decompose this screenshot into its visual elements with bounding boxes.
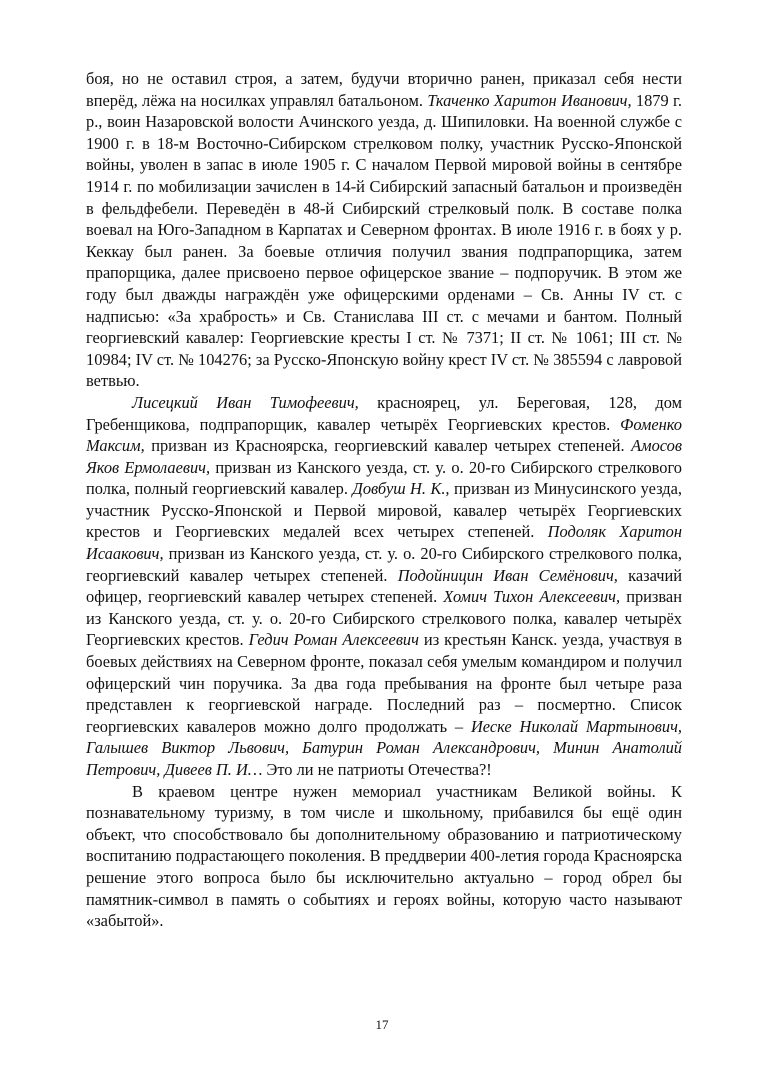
italic-name-text: Хомич Тихон Алексеевич,	[443, 587, 621, 607]
text-run: призван из Красноярска, георгиевский кавалер четырех степеней.	[144, 436, 632, 456]
italic-name-text: Иеске Николай Мартынович, Галышев Виктор Львович, Батурин Роман Александрович, Минин Анатолий Петрович, Дивеев П. И…	[86, 716, 683, 779]
text-run: казачий офицер, георгиевский кавалер четырех степеней.	[86, 565, 682, 607]
paragraph	[86, 781, 682, 932]
italic-name-text: Гедич Роман Алексеевич	[248, 630, 419, 650]
italic-name-text: Подоляк Харитон Исаакович,	[86, 522, 682, 564]
text-run: 1879 г. р., воин Назаровской волости Ачинского уезда, д. Шипиловки. На военной службе с 1900 г. в 18-м Восточно-Сибирском стрелковом полку, участник Русско-Японской войны, уволен в запас в июле 1905 г. С началом Первой мировой войны в сентябре 1914 г. по мобилизации зачислен в 14-й Сибирский запасный батальон и произведён в фельдфебели. Переведён в 48-й Сибирский стрелковый полк. В составе полка воевал на Юго-Западном в Карпатах и Северном фронтах. В июле 1916 г. в боях у р. Кеккау был ранен. За боевые отличия получил звания подпрапорщика, затем прапорщика, далее присвоено первое офицерское звание – подпоручик. В этом же году был дважды награждён уже офицерскими орденами – Св. Анны IV ст. с надписью: «За храбрость» и Св. Станислава III ст. с мечами и бантом. Полный георгиевский кавалер: Георгиевские кресты I ст. № 7371; II ст. № 1061; III ст. № 10984; IV ст. № 104276; за Русско-Японскую войну крест IV ст. № 385594 с лавровой ветвью.	[86, 90, 682, 391]
text-run: красноярец, ул. Береговая, 128, дом Гребенщикова, подпрапорщик, кавалер четырёх Георгиевских крестов.	[86, 392, 682, 434]
text-run: боя, но не оставил строя, а затем, будучи вторично ранен, приказал себя нести вперёд, лёжа на носилках управлял батальоном.	[86, 69, 682, 110]
paragraph	[86, 68, 682, 392]
italic-name-text: Фоменко Максим,	[86, 414, 682, 456]
italic-name-text: Подойницин Иван Семёнович,	[397, 565, 618, 585]
italic-name-text: Амосов Яков Ермолаевич,	[86, 436, 682, 477]
body-text	[86, 68, 682, 932]
text-run: Это ли не патриоты Отечества?!	[262, 760, 492, 779]
italic-name-text: Ткаченко Харитон Иванович,	[427, 90, 632, 110]
text-run: призван из Канского уезда, ст. у. о. 20-го Сибирского стрелкового полка, георгиевский кавалер четырех степеней.	[86, 544, 682, 585]
text-run: из крестьян Канск. уезда, участвуя в боевых действиях на Северном фронте, показал себя умелым командиром и получил офицерский чин поручика. За два года пребывания на фронте был четыре раза представлен к георгиевской награде. Последний раз – посмертно. Список георгиевских кавалеров можно долго продолжать –	[86, 630, 682, 736]
text-run: призван из Минусинского уезда, участник Русско-Японской и Первой мировой, кавалер четырёх Георгиевских крестов и Георгиевских медалей всех четырех степеней.	[86, 479, 682, 542]
paragraph	[86, 392, 682, 781]
text-run: призван из Канского уезда, ст. у. о. 20-го Сибирского стрелкового полка, кавалер четырёх Георгиевских крестов.	[86, 587, 682, 650]
italic-name-text: Довбуш Н. К.,	[352, 479, 450, 499]
page-number: 17	[375, 1017, 389, 1032]
italic-name-text: Лисецкий Иван Тимофеевич,	[132, 392, 359, 412]
text-run: призван из Канского уезда, ст. у. о. 20-го Сибирского стрелкового полка, полный георгиевский кавалер.	[86, 457, 682, 499]
text-run: В краевом центре нужен мемориал участникам Великой войны. К познавательному туризму, в том числе и школьному, прибавился бы ещё один объект, что способствовало бы дополнительному образованию и патриотическому воспитанию подрастающего поколения. В преддверии 400-летия города Красноярска решение этого вопроса было бы исключительно актуально – город обрел бы памятник-символ в память о событиях и героях войны, которую часто называют «забытой».	[86, 781, 682, 931]
